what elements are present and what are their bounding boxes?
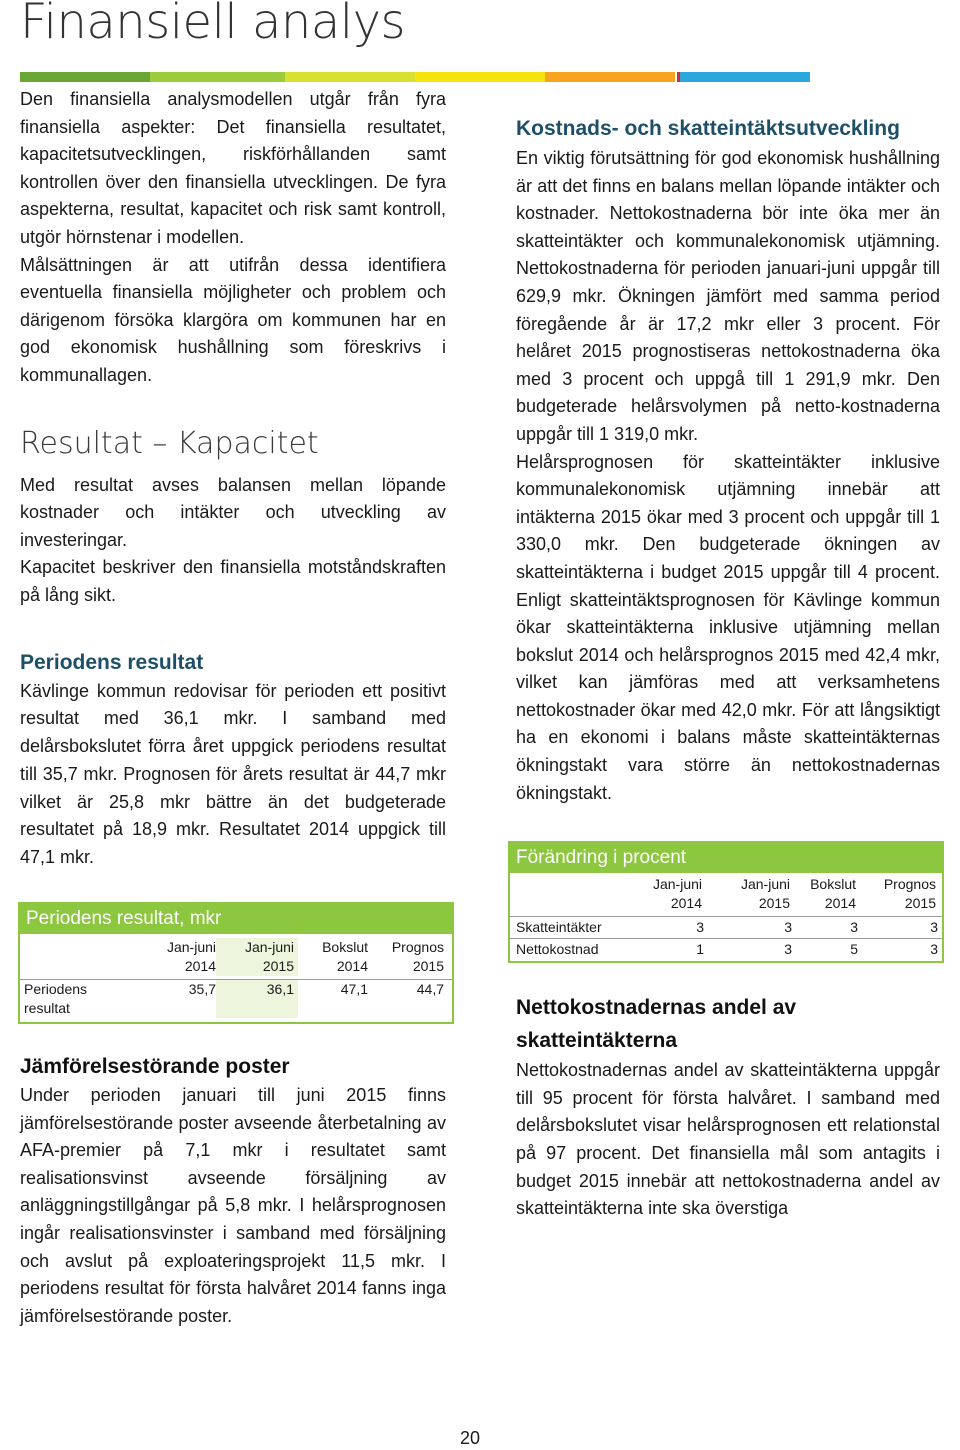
forandring-table bbox=[508, 841, 944, 963]
table-cell: 3 bbox=[696, 919, 704, 936]
table-header-row bbox=[20, 934, 452, 976]
col-label: Jan-juni bbox=[652, 876, 702, 893]
page-title: Finansiell analys bbox=[20, 0, 406, 50]
col-label: Prognos bbox=[883, 876, 936, 893]
table-header-cell bbox=[642, 875, 702, 913]
color-bar-segment bbox=[20, 72, 150, 82]
row-label-line: resultat bbox=[24, 1000, 70, 1017]
table-header-cell bbox=[298, 938, 368, 976]
table-cell: 3 bbox=[784, 941, 792, 958]
table-row bbox=[510, 939, 942, 961]
table-cell: 44,7 bbox=[416, 981, 444, 998]
page-number: 20 bbox=[460, 1428, 481, 1448]
table-header-cell bbox=[216, 938, 298, 976]
col-year: 2015 bbox=[758, 895, 790, 912]
periodens-heading: Periodens resultat bbox=[20, 650, 204, 674]
col-label: Bokslut bbox=[810, 876, 856, 893]
table-cell: 5 bbox=[850, 941, 858, 958]
periodens-paragraph: Kävlinge kommun redovisar för perioden ett positivt resultat med 36,1 mkr. I samband med delårsbokslutet förra året uppgick periodens resultat till 35,7 mkr. Prognosen för årets resultat är 44,7 mkr vilket är 25,8 mkr bättre än det budgeterade resultatet på 18,9 mkr. Resultatet 2014 uppgick till 47,1 mkr. bbox=[20, 680, 446, 868]
table-header-cell bbox=[790, 875, 856, 913]
intro-paragraph-1: Den finansiella analysmodellen utgår från fyra finansiella aspekter: Det finansiella resultatet, kapacitetsutvecklingen, riskförhållanden samt kontrollen över den finansiella utvecklingen. De fyra aspekterna, resultat, kapacitet och risk samt kontroll, utgör hörnstenar i modellen. bbox=[20, 89, 446, 247]
table-header-cell bbox=[856, 875, 936, 913]
jamforelse-paragraph: Under perioden januari till juni 2015 finns jämförelsestörande poster avseende återbetalning av AFA-premier på 7,1 mkr i resultatet samt realisationsvinst avseende försäljning av anläggningstillgångar på 5,8 mkr. I helårsprognosen ingår realisationsvinster i samband med försäljning och avslut på exploateringsprojekt 11,5 mkr. I periodens resultat för första halvåret 2014 fanns inga jämförelsestörande poster. bbox=[20, 1085, 446, 1326]
col-label: Bokslut bbox=[322, 939, 368, 956]
row-label: Skatteintäkter bbox=[516, 919, 602, 936]
resultat-kapacitet-heading: Resultat – Kapacitet bbox=[20, 425, 319, 461]
color-bar-segment bbox=[285, 72, 415, 82]
table-cell: 3 bbox=[930, 941, 938, 958]
color-bar-segment bbox=[545, 72, 675, 82]
col-label: Prognos bbox=[391, 939, 444, 956]
kostnads-paragraph-2: Helårsprognosen för skatteintäkter inklusive kommunalekonomisk utjämning innebär att intäkterna 2015 ökar med 3 procent och uppgår till 1 330,0 mkr. Den budgeterade ökningen av skatteintäkterna i budget 2015 uppgår till 4 procent. Enligt skatteintäktsprognosen för Kävlinge kommun ökar skatteintäkterna inklusive utjämning mellan bokslut 2014 och helårsprognos 2015 med 42,4 mkr, vilket kan jämföras med att verksamhetens nettokostnader ökar med 42,0 mkr. För att långsiktigt ha en ekonomi i balans måste skatteintäkternas ökningstakt vara större än nettokostnadernas ökningstakt. bbox=[516, 451, 940, 803]
col-year: 2014 bbox=[336, 958, 368, 975]
col-year: 2014 bbox=[824, 895, 856, 912]
col-year: 2014 bbox=[184, 958, 216, 975]
table-cell: 3 bbox=[930, 919, 938, 936]
col-year: 2014 bbox=[670, 895, 702, 912]
table-cell: 3 bbox=[784, 919, 792, 936]
jamforelse-heading: Jämförelsestörande poster bbox=[20, 1055, 290, 1079]
col-label: Jan-juni bbox=[166, 939, 216, 956]
table-header-cell bbox=[158, 938, 216, 976]
table-cell: 35,7 bbox=[188, 981, 216, 998]
resultat-kapacitet-paragraph-2: Kapacitet beskriver den finansiella motståndskraften på lång sikt. bbox=[20, 557, 446, 605]
resultat-kapacitet-paragraph-1: Med resultat avses balansen mellan löpande kostnader och intäkter och utveckling av investeringar. bbox=[20, 474, 446, 550]
col-label: Jan-juni bbox=[244, 939, 294, 956]
right-column bbox=[516, 112, 940, 1223]
color-bar-segment bbox=[150, 72, 285, 82]
col-year: 2015 bbox=[262, 958, 294, 975]
table-title: Periodens resultat, mkr bbox=[20, 904, 452, 934]
table-row bbox=[510, 917, 942, 938]
col-year: 2015 bbox=[412, 958, 444, 975]
periodens-resultat-table bbox=[18, 902, 454, 1024]
table-cell: 47,1 bbox=[340, 981, 368, 998]
row-label: Nettokostnad bbox=[516, 941, 599, 958]
row-label-line: Periodens bbox=[24, 981, 88, 998]
color-bar-blue bbox=[680, 72, 810, 82]
left-column bbox=[20, 86, 446, 1330]
table-header-cell bbox=[368, 938, 444, 976]
table-cell: 1 bbox=[696, 941, 704, 958]
kostnads-paragraph-1: En viktig förutsättning för god ekonomisk hushållning är att det finns en balans mellan löpande intäkter och kostnader. Nettokostnaderna bör inte öka mer än skatteintäkter och kommunalekonomisk utjämning. Nettokostnaderna för perioden januari-juni uppgår till 629,9 mkr. Ökningen jämfört med samma period föregående år är 17,2 mkr eller 3 procent. För helåret 2015 prognostiseras nettokostnaderna öka med 3 procent och uppgå till 1 291,9 mkr. Den budgeterade helårsvolymen på netto-kostnaderna uppgår till 1 319,0 mkr. bbox=[516, 148, 940, 444]
andel-heading: Nettokostnadernas andel av skatteintäkterna bbox=[516, 996, 797, 1053]
intro-paragraph-2: Målsättningen är att utifrån dessa identifiera eventuella finansiella möjligheter och problem och därigenom försöka klargöra om kommunen har en god ekonomisk hushållning som föreskrivs i kommunallagen. bbox=[20, 254, 446, 385]
andel-paragraph: Nettokostnadernas andel av skatteintäkterna uppgår till 95 procent för första halvåret. I samband med delårsbokslutet visar helårsprognosen ett relationstal på 97 procent. Det finansiella mål som antagits i budget 2015 innebär att nettokostnaderna andel av skatteintäkterna inte ska överstiga bbox=[516, 1060, 940, 1219]
table-row bbox=[20, 980, 452, 1022]
table-header-cell bbox=[702, 875, 790, 913]
table-cell: 3 bbox=[850, 919, 858, 936]
table-title: Förändring i procent bbox=[510, 843, 942, 873]
color-bar-segment bbox=[415, 72, 545, 82]
table-cell: 36,1 bbox=[216, 980, 298, 1018]
kostnads-heading: Kostnads- och skatteintäktsutveckling bbox=[516, 117, 900, 140]
table-header-row bbox=[510, 873, 942, 913]
col-label: Jan-juni bbox=[740, 876, 790, 893]
row-label bbox=[20, 980, 156, 1018]
col-year: 2015 bbox=[904, 895, 936, 912]
